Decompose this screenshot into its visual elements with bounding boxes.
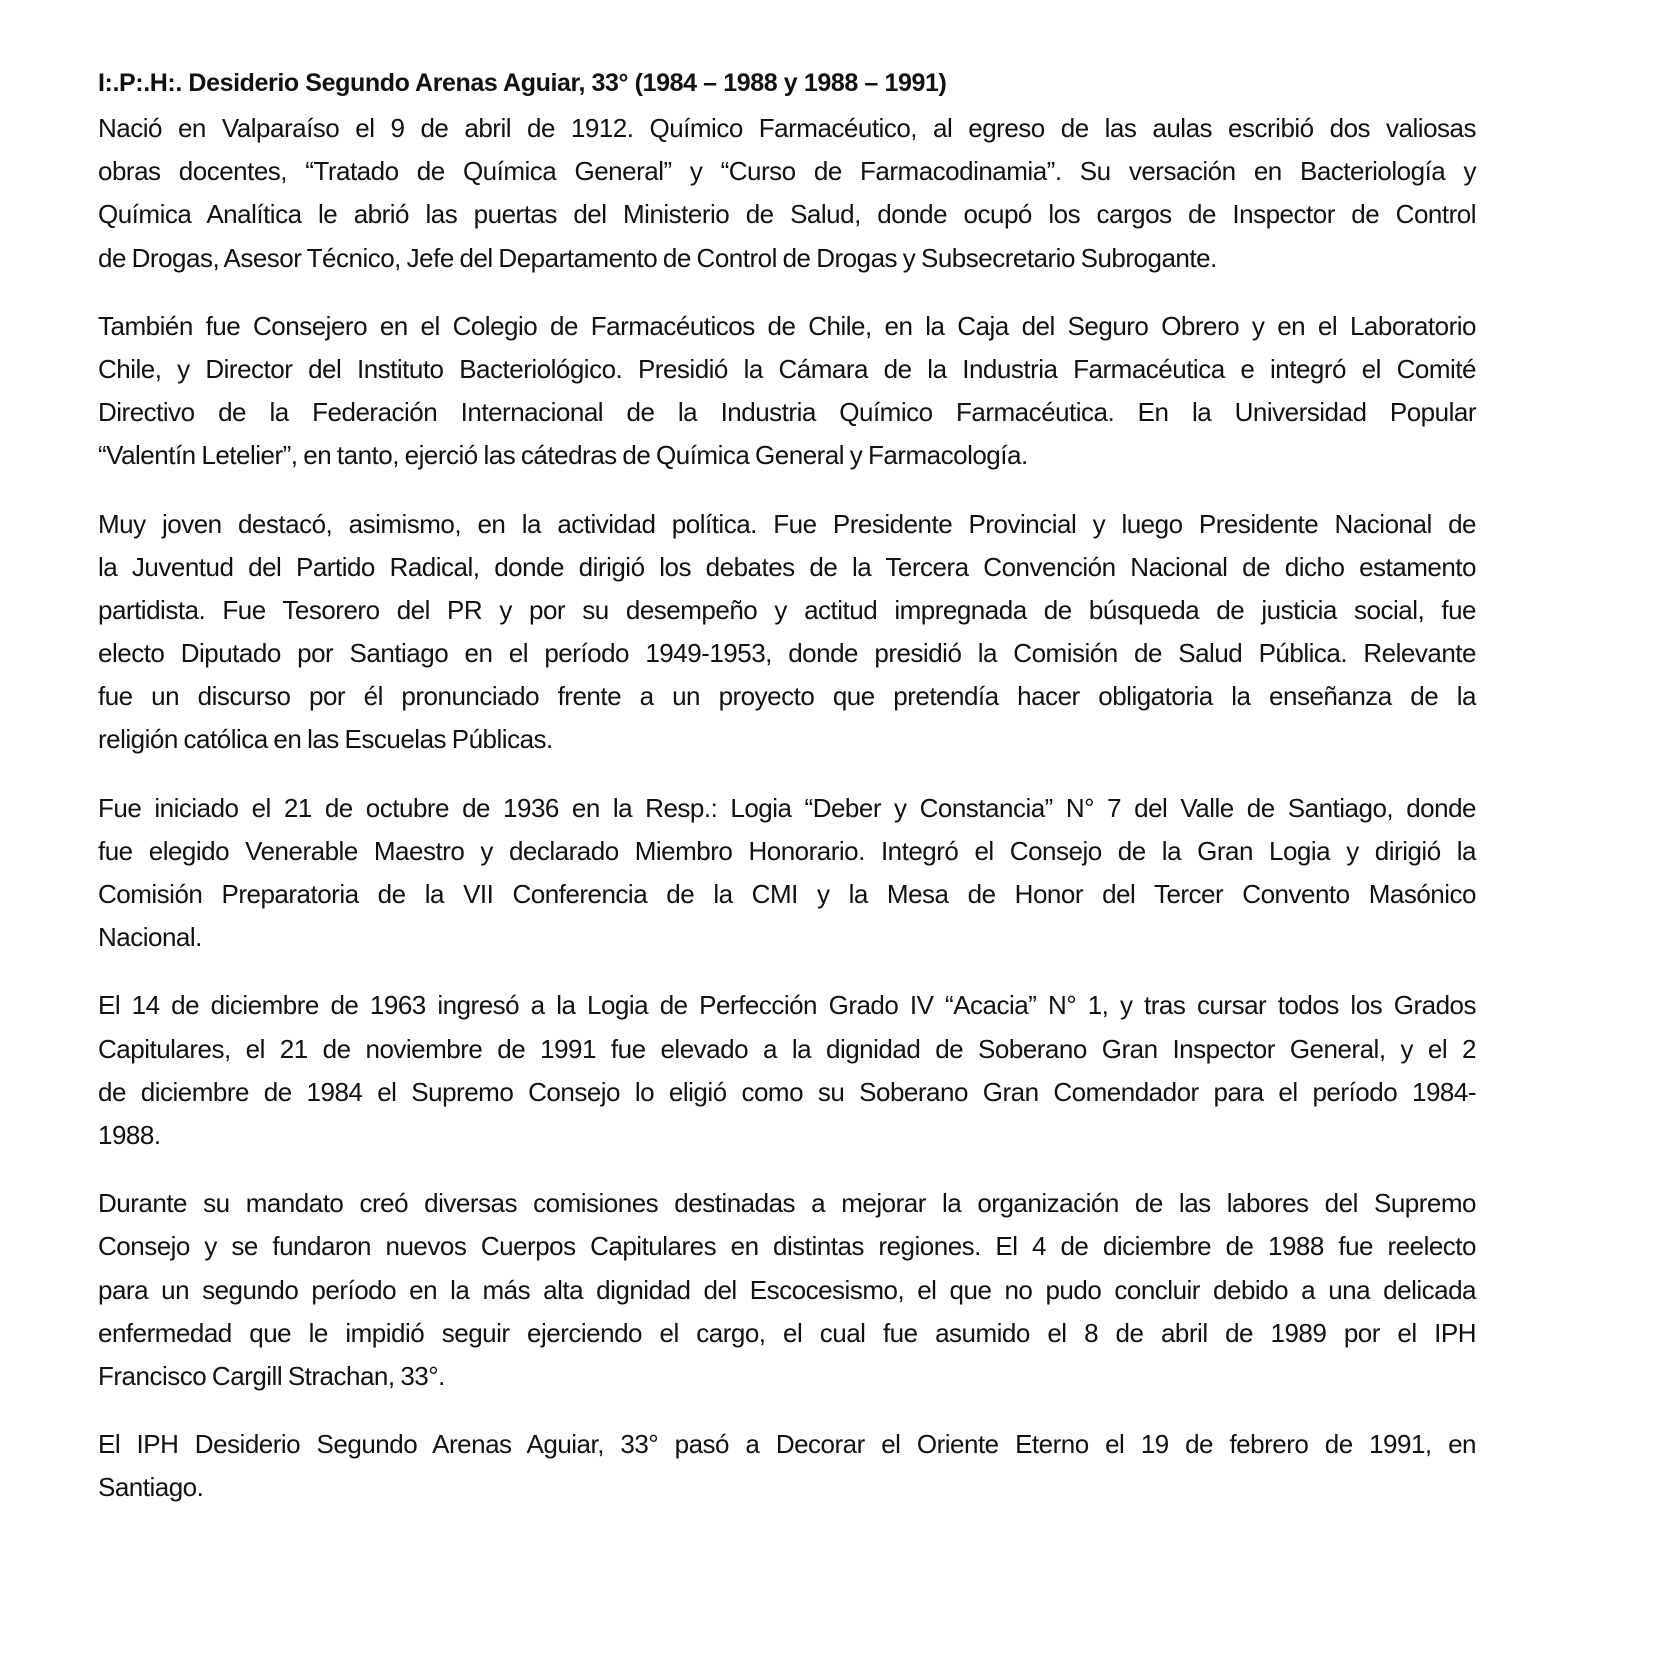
- paragraph-2: [98, 305, 1566, 478]
- text-line: de Drogas, Asesor Técnico, Jefe del Departamento de Control de Drogas y Subsecretario Subrogante.: [98, 242, 1217, 273]
- text-line: religión católica en las Escuelas Públicas.: [98, 724, 553, 755]
- text-line: 1988.: [98, 1119, 161, 1150]
- text-line: electo Diputado por Santiago en el período 1949-1953, donde presidió la Comisión de Salud Pública. Relevante: [98, 638, 1476, 669]
- text-line: El 14 de diciembre de 1963 ingresó a la Logia de Perfección Grado IV “Acacia” N° 1, y tras cursar todos los Grados: [98, 990, 1476, 1021]
- text-line: la Juventud del Partido Radical, donde dirigió los debates de la Tercera Convención Nacional de dicho estamento: [98, 551, 1476, 582]
- text-line: Fue iniciado el 21 de octubre de 1936 en la Resp.: Logia “Deber y Constancia” N° 7 del Valle de Santiago, donde: [98, 792, 1476, 823]
- text-line: Química Analítica le abrió las puertas del Ministerio de Salud, donde ocupó los cargos de Inspector de Control: [98, 199, 1476, 230]
- text-line: Nació en Valparaíso el 9 de abril de 1912. Químico Farmacéutico, al egreso de las aulas escribió dos valiosas: [98, 113, 1476, 143]
- text-line: Consejo y se fundaron nuevos Cuerpos Capitulares en distintas regiones. El 4 de diciembre de 1988 fue reelecto: [98, 1231, 1476, 1262]
- text-line: Muy joven destacó, asimismo, en la actividad política. Fue Presidente Provincial y luego Presidente Nacional de: [98, 508, 1476, 539]
- text-line: Comisión Preparatoria de la VII Conferencia de la CMI y la Mesa de Honor del Tercer Convento Masónico: [98, 879, 1476, 909]
- text-line: obras docentes, “Tratado de Química General” y “Curso de Farmacodinamia”. Su versación en Bacteriología y: [98, 156, 1476, 187]
- paragraph-6: [98, 1182, 1566, 1398]
- paragraph-7: [98, 1423, 1566, 1509]
- text-line: fue un discurso por él pronunciado frente a un proyecto que pretendía hacer obligatoria la enseñanza de la: [98, 681, 1476, 712]
- document-page: [98, 62, 1566, 1534]
- paragraph-5: [98, 984, 1566, 1157]
- text-line: Directivo de la Federación Internacional de la Industria Químico Farmacéutica. En la Universidad Popular: [98, 397, 1476, 428]
- text-line: Durante su mandato creó diversas comisiones destinadas a mejorar la organización de las labores del Supremo: [98, 1188, 1476, 1219]
- text-line: Santiago.: [98, 1472, 204, 1503]
- paragraph-3: [98, 503, 1566, 762]
- text-line: fue elegido Venerable Maestro y declarado Miembro Honorario. Integró el Consejo de la Gran Logia y dirigió la: [98, 835, 1476, 866]
- text-line: partidista. Fue Tesorero del PR y por su desempeño y actitud impregnada de búsqueda de justicia social, fue: [98, 594, 1476, 625]
- text-line: para un segundo período en la más alta dignidad del Escocesismo, el que no pudo concluir debido a una delicada: [98, 1274, 1476, 1305]
- document-body: [98, 107, 1566, 1509]
- document-title: I:.P:.H:. Desiderio Segundo Arenas Aguiar, 33° (1984 – 1988 y 1988 – 1991): [98, 69, 947, 97]
- text-line: Chile, y Director del Instituto Bacteriológico. Presidió la Cámara de la Industria Farmacéutica e integró el Comité: [98, 353, 1476, 384]
- text-line: El IPH Desiderio Segundo Arenas Aguiar, 33° pasó a Decorar el Oriente Eterno el 19 de febrero de 1991, en: [98, 1429, 1476, 1460]
- text-line: enfermedad que le impidió seguir ejerciendo el cargo, el cual fue asumido el 8 de abril de 1989 por el IPH: [98, 1317, 1476, 1348]
- text-line: Nacional.: [98, 922, 202, 953]
- text-line: Capitulares, el 21 de noviembre de 1991 fue elevado a la dignidad de Soberano Gran Inspector General, y el 2: [98, 1033, 1476, 1064]
- text-line: También fue Consejero en el Colegio de Farmacéuticos de Chile, en la Caja del Seguro Obrero y en el Laboratorio: [98, 310, 1476, 341]
- text-line: de diciembre de 1984 el Supremo Consejo lo eligió como su Soberano Gran Comendador para el período 1984-: [98, 1076, 1476, 1107]
- paragraph-4: [98, 787, 1566, 960]
- text-line: Francisco Cargill Strachan, 33°.: [98, 1360, 445, 1391]
- text-line: “Valentín Letelier”, en tanto, ejerció las cátedras de Química General y Farmacología.: [98, 440, 1028, 471]
- paragraph-1: [98, 107, 1566, 280]
